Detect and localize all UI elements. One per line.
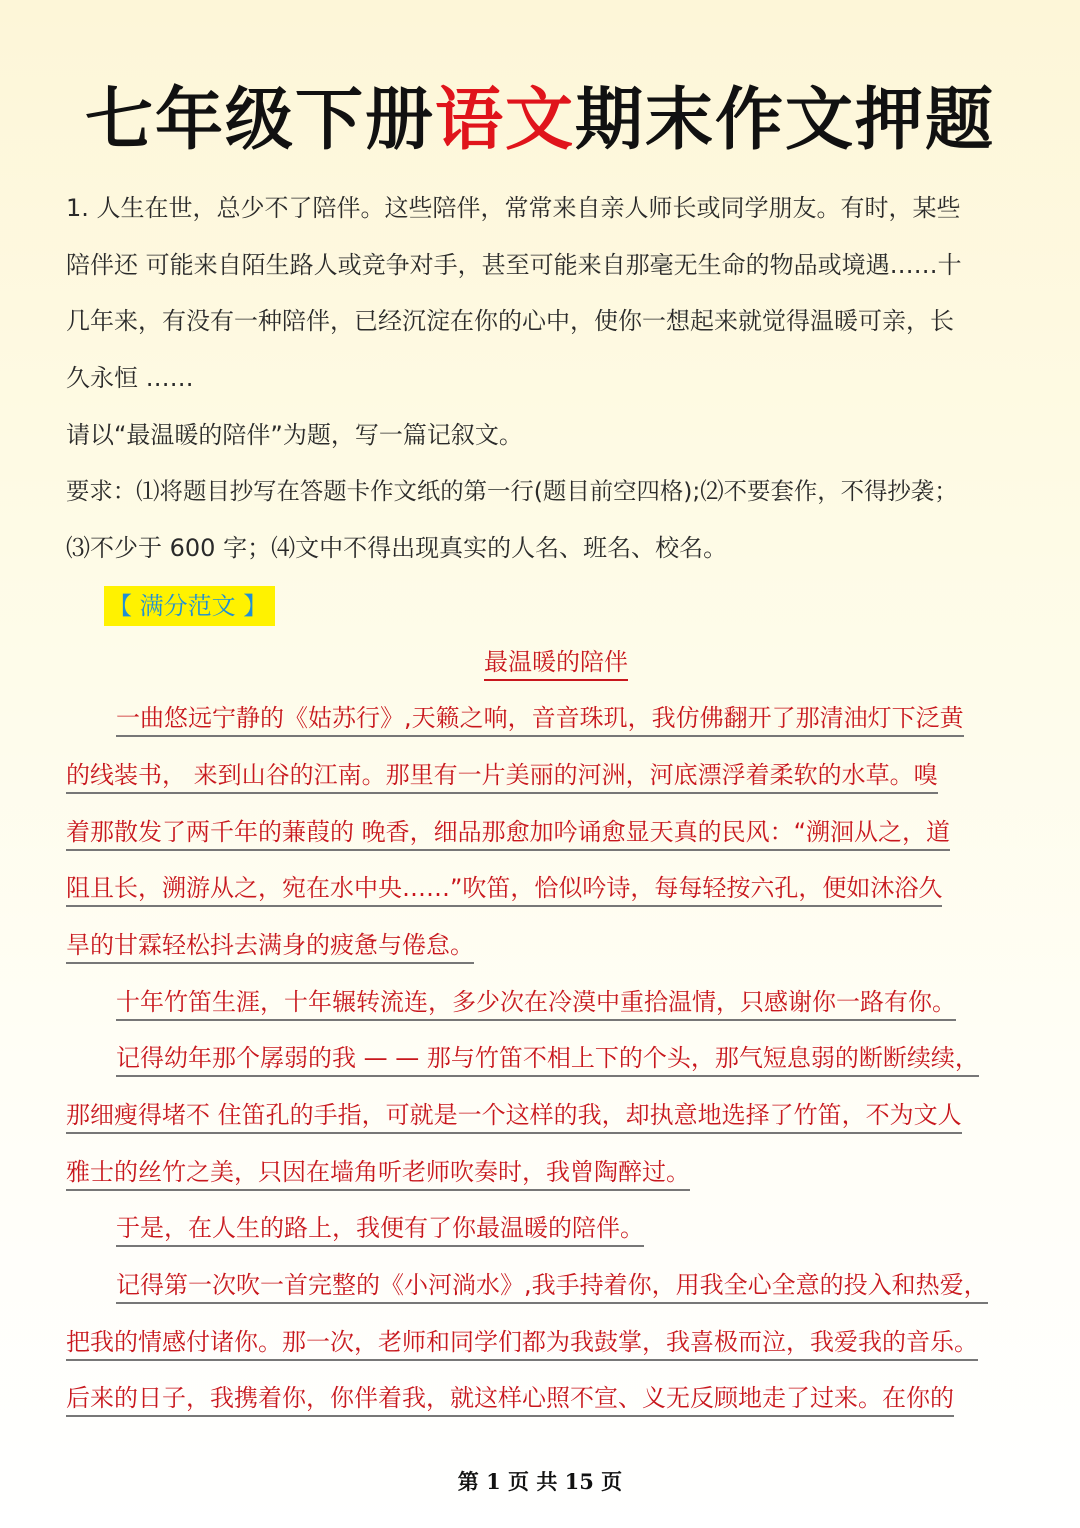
title-accent: 语文 <box>434 81 575 160</box>
title-part-2: 期末作文押题 <box>575 81 996 160</box>
page-number: 第 1 页 共 15 页 <box>457 1469 623 1494</box>
essay-line <box>66 860 1026 917</box>
prompt-line: 1. 人生在世，总少不了陪伴。这些陪伴，常常来自亲人师长或同学朋友。有时，某些 <box>66 194 961 222</box>
badge-row <box>66 577 1026 634</box>
document-body <box>66 180 1026 1427</box>
essay-line <box>66 1030 1026 1087</box>
essay-line <box>66 1200 1026 1257</box>
essay-line-text: 阻且长，溯游从之，宛在水中央……”吹笛，恰似吟诗，每每轻按六孔，便如沐浴久 <box>66 874 942 907</box>
essay-line <box>66 917 1026 974</box>
essay-line-text: 的线装书， 来到山谷的江南。那里有一片美丽的河洲，河底漂浮着柔软的水草。嗅 <box>66 761 938 794</box>
essay-title <box>66 634 1026 691</box>
essay-line-text: 记得幼年那个孱弱的我 — — 那与竹笛不相上下的个头，那气短息弱的断断续续， <box>116 1044 979 1077</box>
essay-line-text: 雅士的丝竹之美，只因在墙角听老师吹奏时，我曾陶醉过。 <box>66 1158 690 1191</box>
essay-line <box>66 974 1026 1031</box>
essay-line <box>66 1257 1026 1314</box>
prompt-line: 几年来，有没有一种陪伴，已经沉淀在你的心中，使你一想起来就觉得温暖可亲，长 <box>66 307 954 336</box>
essay-line-text: 着那散发了两千年的蒹葭的 晚香，细品那愈加吟诵愈显天真的民风：“溯洄从之，道 <box>66 818 950 851</box>
essay-line <box>66 1087 1026 1144</box>
essay-line-text: 旱的甘霖轻松抖去满身的疲惫与倦怠。 <box>66 931 474 964</box>
essay-line-text: 后来的日子，我携着你，你伴着我，就这样心照不宣、义无反顾地走了过来。在你的 <box>66 1384 954 1417</box>
essay-line-text: 十年竹笛生涯，十年辗转流连，多少次在冷漠中重拾温情，只感谢你一路有你。 <box>116 988 956 1021</box>
prompt-line: 陪伴还 可能来自陌生路人或竞争对手，甚至可能来自那毫无生命的物品或境遇……十 <box>66 250 962 279</box>
essay-line <box>66 1144 1026 1201</box>
essay-line-text: 一曲悠远宁静的《姑苏行》,天籁之响，音音珠玑，我仿佛翻开了那清油灯下泛黄 <box>116 704 964 737</box>
essay-line <box>66 1314 1026 1371</box>
requirement-line: ⑶不少于 600 字；⑷文中不得出现真实的人名、班名、校名。 <box>66 534 728 563</box>
essay-line <box>66 1370 1026 1427</box>
essay-line-text: 记得第一次吹一首完整的《小河淌水》,我手持着你，用我全心全意的投入和热爱， <box>116 1271 988 1304</box>
prompt-instruction: 请以“最温暖的陪伴”为题，写一篇记叙文。 <box>66 420 523 449</box>
essay-line <box>66 804 1026 861</box>
essay-line <box>66 690 1026 747</box>
essay-title-text: 最温暖的陪伴 <box>484 648 628 681</box>
essay-line-text: 于是，在人生的路上，我便有了你最温暖的陪伴。 <box>116 1214 644 1247</box>
essay-line <box>66 747 1026 804</box>
title-part-1: 七年级下册 <box>84 81 435 160</box>
model-essay-badge: 【 满分范文 】 <box>104 586 275 626</box>
prompt-line: 久永恒 …… <box>66 364 194 393</box>
requirement-line: 要求：⑴将题目抄写在答题卡作文纸的第一行(题目前空四格);⑵不要套作，不得抄袭； <box>66 477 958 506</box>
essay-line-text: 那细瘦得堵不 住笛孔的手指，可就是一个这样的我，却执意地选择了竹笛，不为文人 <box>66 1101 962 1134</box>
essay-line-text: 把我的情感付诸你。那一次，老师和同学们都为我鼓掌，我喜极而泣，我爱我的音乐。 <box>66 1328 978 1361</box>
page-title <box>0 78 1080 164</box>
